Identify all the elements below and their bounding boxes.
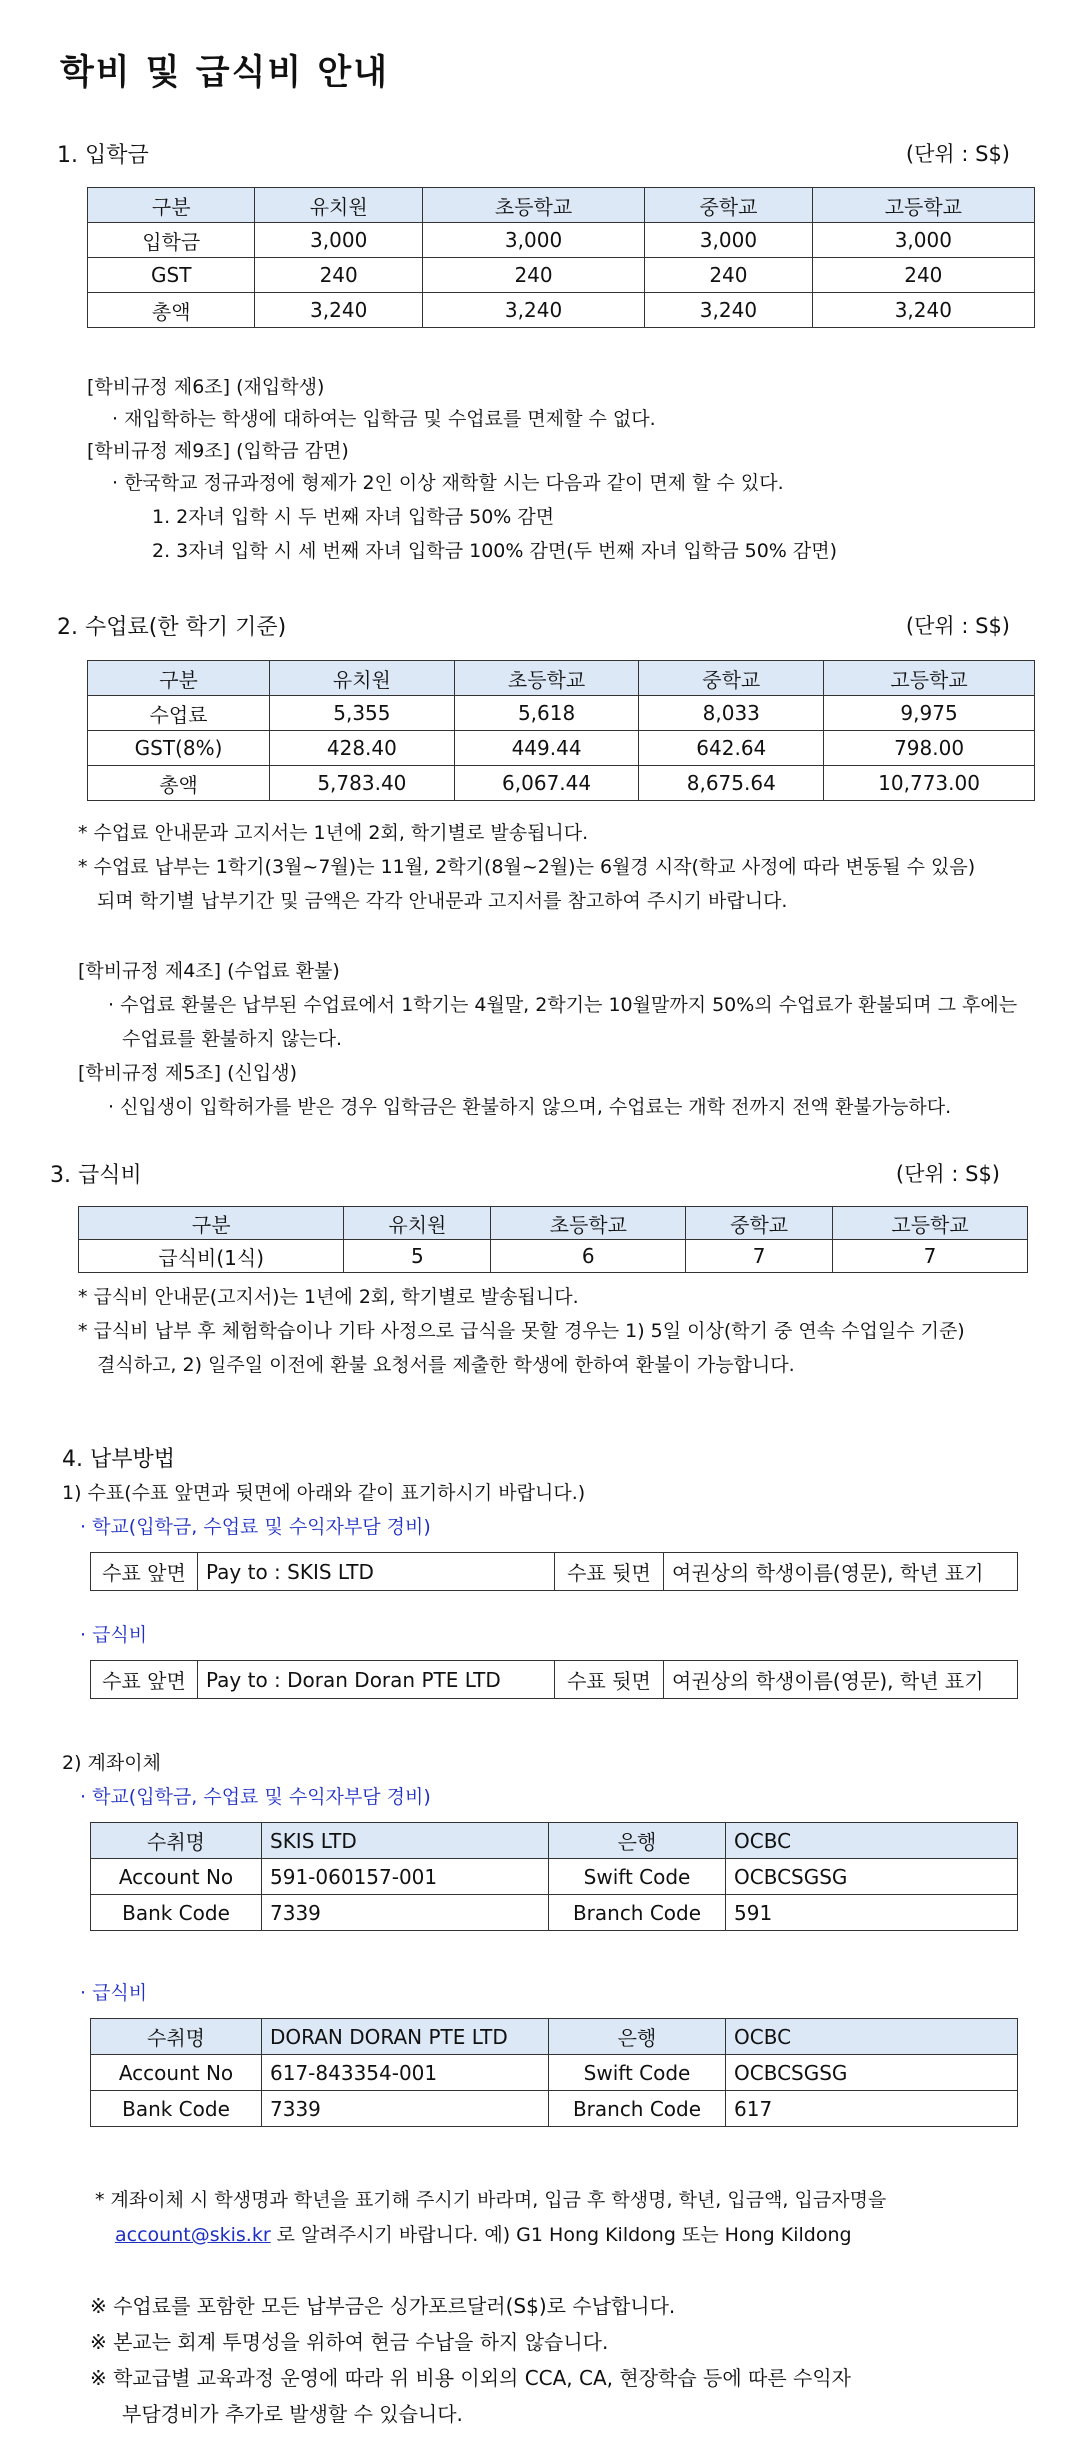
- table-cell: 7: [686, 1240, 833, 1273]
- transfer-meal-label: · 급식비: [80, 1982, 148, 2004]
- cheque-school-label: · 학교(입학금, 수업료 및 수익자부담 경비): [80, 1516, 431, 1538]
- row-label: 급식비(1식): [79, 1240, 344, 1273]
- account-value: 7339: [262, 1895, 549, 1931]
- regulation-text: · 신입생이 입학허가를 받은 경우 입학금은 환불하지 않으며, 수업료는 개학 전까지 전액 환불가능하다.: [108, 1096, 952, 1118]
- account-label: Branch Code: [549, 1895, 726, 1931]
- table-cell: 10,773.00: [824, 766, 1035, 801]
- table-cell: 240: [255, 258, 422, 293]
- transfer-note: * 계좌이체 시 학생명과 학년을 표기해 주시기 바라며, 입금 후 학생명, 학년, 입금액, 입금자명을: [95, 2189, 887, 2211]
- table-cell: 3,000: [812, 223, 1034, 258]
- tuition-note: 되며 학기별 납부기간 및 금액은 각각 안내문과 고지서를 참고하여 주시기 바랍니다.: [97, 890, 788, 912]
- table-cell: 449.44: [454, 731, 639, 766]
- account-label: 수취명: [91, 2019, 262, 2055]
- account-value: 617: [726, 2091, 1018, 2127]
- account-value: DORAN DORAN PTE LTD: [262, 2019, 549, 2055]
- row-label: GST(8%): [88, 731, 270, 766]
- regulation-heading: [학비규정 제4조] (수업료 환불): [78, 960, 340, 982]
- regulation-item: 2. 3자녀 입학 시 세 번째 자녀 입학금 100% 감면(두 번째 자녀 입학금 50% 감면): [152, 540, 837, 562]
- account-label: Bank Code: [91, 1895, 262, 1931]
- regulation-heading: [학비규정 제9조] (입학금 감면): [87, 440, 349, 462]
- account-label: 은행: [549, 1823, 726, 1859]
- table-cell: 3,000: [255, 223, 422, 258]
- footer-note: 부담경비가 추가로 발생할 수 있습니다.: [122, 2402, 463, 2426]
- account-value: OCBC: [726, 1823, 1018, 1859]
- account-school-table: [90, 1822, 1018, 1931]
- table-cell: 642.64: [639, 731, 824, 766]
- footer-note: ※ 본교는 회계 투명성을 위하여 현금 수납을 하지 않습니다.: [90, 2330, 609, 2354]
- regulation-text: · 한국학교 정규과정에 형제가 2인 이상 재학할 시는 다음과 같이 면제 할 수 있다.: [112, 472, 784, 494]
- account-label: Branch Code: [549, 2091, 726, 2127]
- table-cell: 3,000: [645, 223, 812, 258]
- table-cell: 3,240: [812, 293, 1034, 328]
- account-label: 수취명: [91, 1823, 262, 1859]
- table-cell: 798.00: [824, 731, 1035, 766]
- table-cell: 7: [833, 1240, 1028, 1273]
- footer-note: ※ 수업료를 포함한 모든 납부금은 싱가포르달러(S$)로 수납합니다.: [90, 2294, 676, 2318]
- section-3-unit: (단위 : S$): [895, 1162, 1000, 1186]
- col-header: 유치원: [344, 1207, 491, 1240]
- row-label: 입학금: [88, 223, 255, 258]
- table-cell: 5,355: [270, 696, 455, 731]
- transfer-note-line: [115, 2220, 852, 2247]
- account-value: OCBC: [726, 2019, 1018, 2055]
- meal-note: * 급식비 납부 후 체험학습이나 기타 사정으로 급식을 못할 경우는 1) 5일 이상(학기 중 연속 수업일수 기준): [78, 1320, 965, 1342]
- table-cell: 6: [491, 1240, 686, 1273]
- regulation-heading: [학비규정 제5조] (신입생): [78, 1062, 298, 1084]
- col-header: 중학교: [645, 188, 812, 223]
- table-cell: 428.40: [270, 731, 455, 766]
- cheque-back-label: 수표 뒷면: [555, 1661, 664, 1699]
- email-link[interactable]: account@skis.kr: [115, 2224, 271, 2246]
- account-label: Bank Code: [91, 2091, 262, 2127]
- cheque-front-label: 수표 앞면: [91, 1553, 198, 1591]
- regulation-text: · 재입학하는 학생에 대하여는 입학금 및 수업료를 면제할 수 없다.: [112, 408, 656, 430]
- meal-note: 결식하고, 2) 일주일 이전에 환불 요청서를 제출한 학생에 한하여 환불이 가능합니다.: [97, 1354, 795, 1376]
- table-cell: 3,240: [645, 293, 812, 328]
- section-4-heading: 4. 납부방법: [62, 1447, 175, 1472]
- col-header: 초등학교: [491, 1207, 686, 1240]
- account-value: 591: [726, 1895, 1018, 1931]
- cheque-front-label: 수표 앞면: [91, 1661, 198, 1699]
- account-value: 7339: [262, 2091, 549, 2127]
- col-header: 고등학교: [824, 661, 1035, 696]
- section-2-unit: (단위 : S$): [905, 614, 1010, 638]
- footer-note: ※ 학교급별 교육과정 운영에 따라 위 비용 이외의 CCA, CA, 현장학습 등에 따른 수익자: [90, 2366, 851, 2390]
- regulation-heading: [학비규정 제6조] (재입학생): [87, 376, 325, 398]
- col-header: 구분: [79, 1207, 344, 1240]
- transfer-heading: 2) 계좌이체: [62, 1752, 161, 1774]
- meal-note: * 급식비 안내문(고지서)는 1년에 2회, 학기별로 발송됩니다.: [78, 1286, 579, 1308]
- account-value: SKIS LTD: [262, 1823, 549, 1859]
- table-cell: 3,240: [422, 293, 644, 328]
- cheque-front-value: Pay to : SKIS LTD: [198, 1553, 555, 1591]
- cheque-back-value: 여권상의 학생이름(영문), 학년 표기: [664, 1553, 1018, 1591]
- transfer-note-tail: 로 알려주시기 바랍니다. 예) G1 Hong Kildong 또는 Hong Kildong: [270, 2224, 852, 2246]
- col-header: 중학교: [686, 1207, 833, 1240]
- cheque-school-table: [90, 1552, 1018, 1591]
- table-cell: 240: [645, 258, 812, 293]
- tuition-note: * 수업료 안내문과 고지서는 1년에 2회, 학기별로 발송됩니다.: [78, 822, 589, 844]
- col-header: 고등학교: [812, 188, 1034, 223]
- col-header: 고등학교: [833, 1207, 1028, 1240]
- section-1-unit: (단위 : S$): [905, 142, 1010, 166]
- transfer-school-label: · 학교(입학금, 수업료 및 수익자부담 경비): [80, 1786, 431, 1808]
- account-value: OCBCSGSG: [726, 2055, 1018, 2091]
- table-cell: 8,033: [639, 696, 824, 731]
- table-cell: 3,000: [422, 223, 644, 258]
- tuition-note: * 수업료 납부는 1학기(3월~7월)는 11월, 2학기(8월~2월)는 6월경 시작(학교 사정에 따라 변동될 수 있음): [78, 856, 976, 878]
- table-cell: 8,675.64: [639, 766, 824, 801]
- meal-fee-table: [78, 1206, 1028, 1273]
- table-cell: 5,618: [454, 696, 639, 731]
- account-label: Account No: [91, 1859, 262, 1895]
- row-label: GST: [88, 258, 255, 293]
- col-header: 초등학교: [454, 661, 639, 696]
- row-label: 총액: [88, 766, 270, 801]
- table-cell: 5,783.40: [270, 766, 455, 801]
- row-label: 총액: [88, 293, 255, 328]
- col-header: 유치원: [255, 188, 422, 223]
- table-cell: 6,067.44: [454, 766, 639, 801]
- account-value: OCBCSGSG: [726, 1859, 1018, 1895]
- account-meal-table: [90, 2018, 1018, 2127]
- account-label: Swift Code: [549, 1859, 726, 1895]
- table-cell: 3,240: [255, 293, 422, 328]
- page-title: 학비 및 급식비 안내: [60, 53, 390, 93]
- col-header: 초등학교: [422, 188, 644, 223]
- section-2-heading: 2. 수업료(한 학기 기준): [57, 615, 287, 640]
- regulation-text: · 수업료 환불은 납부된 수업료에서 1학기는 4월말, 2학기는 10월말까지 50%의 수업료가 환불되며 그 후에는: [108, 994, 1018, 1016]
- section-1-heading: 1. 입학금: [57, 143, 149, 168]
- cheque-back-value: 여권상의 학생이름(영문), 학년 표기: [664, 1661, 1018, 1699]
- cheque-front-value: Pay to : Doran Doran PTE LTD: [198, 1661, 555, 1699]
- col-header: 구분: [88, 661, 270, 696]
- col-header: 구분: [88, 188, 255, 223]
- cheque-heading: 1) 수표(수표 앞면과 뒷면에 아래와 같이 표기하시기 바랍니다.): [62, 1482, 586, 1504]
- col-header: 유치원: [270, 661, 455, 696]
- section-3-heading: 3. 급식비: [50, 1163, 142, 1188]
- regulation-item: 1. 2자녀 입학 시 두 번째 자녀 입학금 50% 감면: [152, 506, 555, 528]
- table-cell: 9,975: [824, 696, 1035, 731]
- account-label: Account No: [91, 2055, 262, 2091]
- table-cell: 240: [812, 258, 1034, 293]
- row-label: 수업료: [88, 696, 270, 731]
- account-value: 591-060157-001: [262, 1859, 549, 1895]
- cheque-meal-table: [90, 1660, 1018, 1699]
- admission-fee-table: [87, 187, 1035, 328]
- table-cell: 5: [344, 1240, 491, 1273]
- account-label: 은행: [549, 2019, 726, 2055]
- account-value: 617-843354-001: [262, 2055, 549, 2091]
- tuition-table: [87, 660, 1035, 801]
- cheque-back-label: 수표 뒷면: [555, 1553, 664, 1591]
- col-header: 중학교: [639, 661, 824, 696]
- regulation-text: 수업료를 환불하지 않는다.: [122, 1028, 343, 1050]
- cheque-meal-label: · 급식비: [80, 1624, 148, 1646]
- account-label: Swift Code: [549, 2055, 726, 2091]
- table-cell: 240: [422, 258, 644, 293]
